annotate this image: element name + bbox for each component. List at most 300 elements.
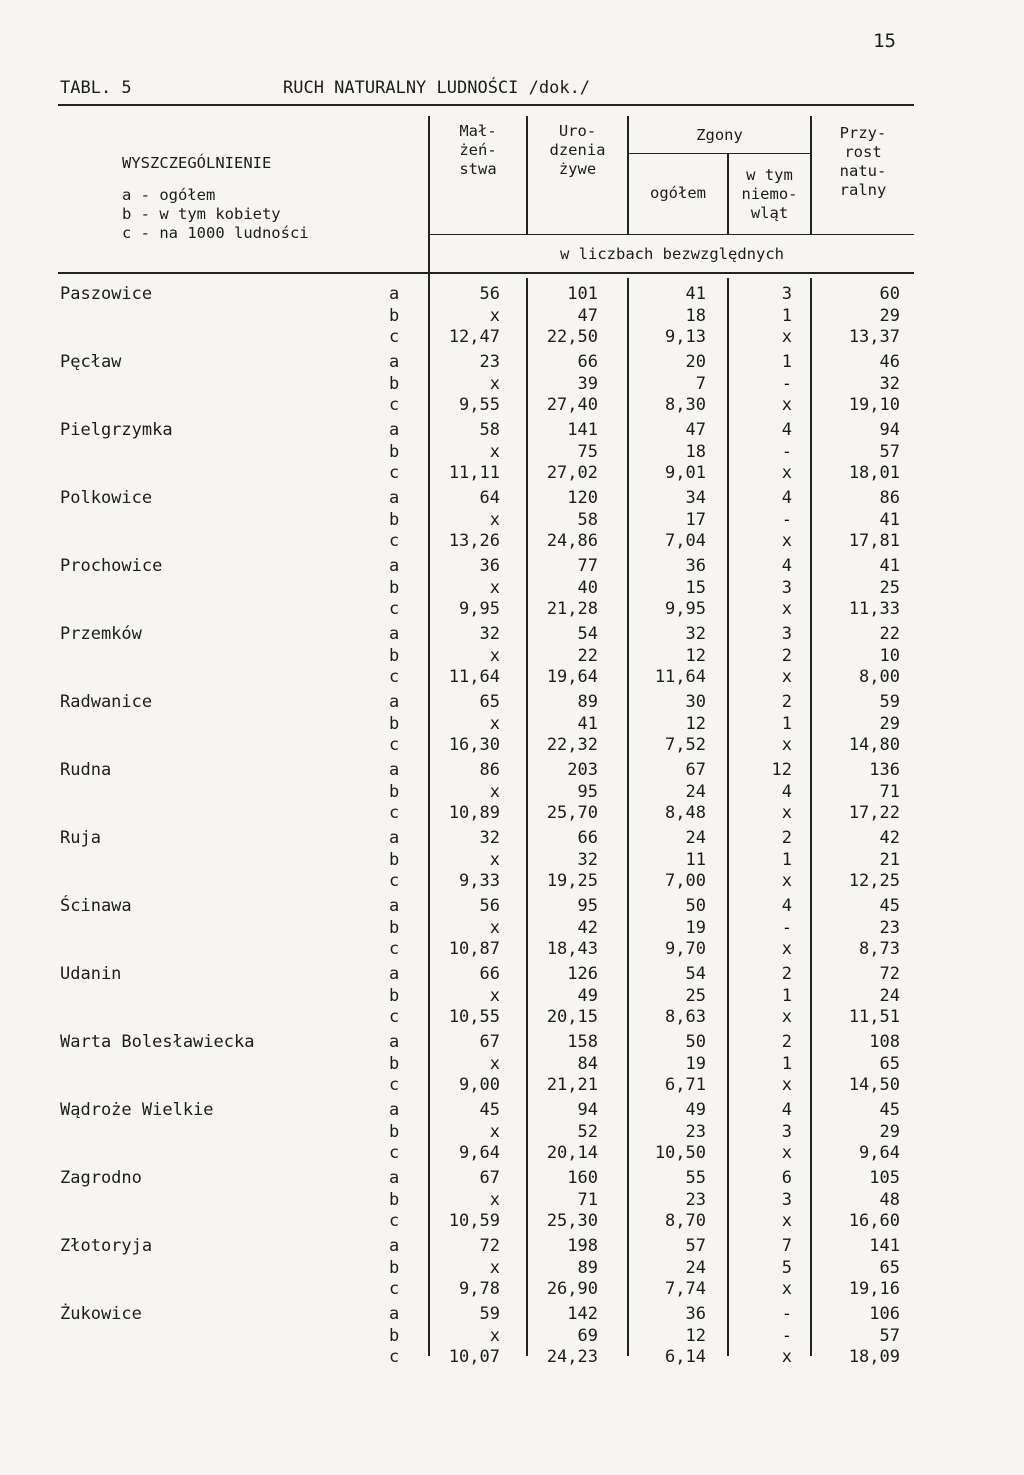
- table-cell: 22: [577, 645, 598, 666]
- table-cell: 41: [879, 556, 900, 576]
- row-type-b: b: [389, 849, 400, 870]
- header-top-rule: [58, 104, 914, 106]
- table-cell: 1: [781, 849, 792, 870]
- table-cell: x: [489, 849, 500, 870]
- table-cell: 4: [781, 781, 792, 802]
- table-cell: 54: [577, 624, 598, 644]
- table-cell: 10,87: [448, 939, 500, 960]
- table-cell: 142: [567, 1304, 598, 1324]
- row-type-c: c: [389, 1007, 400, 1028]
- table-cell: 12: [685, 713, 706, 734]
- table-cell: x: [781, 327, 792, 348]
- table-cell: 45: [879, 896, 900, 916]
- table-cell: 18,01: [848, 463, 900, 484]
- table-cell: 198: [567, 1236, 598, 1256]
- table-cell: 86: [479, 760, 500, 780]
- table-cell: 9,78: [459, 1279, 500, 1300]
- table-cell: 65: [879, 1053, 900, 1074]
- table-cell: 10,55: [448, 1007, 500, 1028]
- table-cell: 25,30: [546, 1211, 598, 1232]
- header-live-births: Uro- dzenia żywe: [549, 122, 606, 178]
- table-cell: x: [781, 871, 792, 892]
- table-cell: 8,30: [665, 395, 706, 416]
- table-cell: 26,90: [546, 1279, 598, 1300]
- table-cell: 64: [479, 488, 500, 508]
- table-cell: 32: [879, 373, 900, 394]
- table-cell: 24,23: [546, 1347, 598, 1368]
- table-cell: x: [781, 395, 792, 416]
- table-cell: 86: [879, 488, 900, 508]
- table-cell: 8,48: [665, 803, 706, 824]
- table-cell: 56: [479, 896, 500, 916]
- table-cell: 13,37: [848, 327, 900, 348]
- row-type-a: a: [389, 556, 400, 576]
- table-cell: 71: [879, 781, 900, 802]
- table-cell: 11,64: [448, 667, 500, 688]
- row-type-b: b: [389, 985, 400, 1006]
- table-cell: x: [489, 1257, 500, 1278]
- table-cell: 39: [577, 373, 598, 394]
- table-cell: 29: [879, 713, 900, 734]
- table-cell: 7,74: [665, 1279, 706, 1300]
- table-cell: -: [781, 373, 792, 394]
- table-cell: 95: [577, 896, 598, 916]
- table-cell: 4: [781, 1100, 792, 1120]
- table-cell: 141: [869, 1236, 900, 1256]
- table-cell: 20,15: [546, 1007, 598, 1028]
- table-cell: 101: [567, 284, 598, 304]
- units-rule: [430, 234, 914, 235]
- stub-legend-b: b - w tym kobiety: [122, 205, 281, 223]
- table-cell: 15: [685, 577, 706, 598]
- table-cell: 89: [577, 1257, 598, 1278]
- table-cell: x: [781, 667, 792, 688]
- row-type-b: b: [389, 509, 400, 530]
- column-rule: [526, 278, 528, 1356]
- table-cell: x: [489, 373, 500, 394]
- table-cell: 57: [879, 1325, 900, 1346]
- row-type-a: a: [389, 828, 400, 848]
- table-cell: 67: [479, 1168, 500, 1188]
- table-cell: 9,95: [459, 599, 500, 620]
- table-cell: 23: [479, 352, 500, 372]
- table-cell: 21,21: [546, 1075, 598, 1096]
- table-cell: 22: [879, 624, 900, 644]
- row-type-b: b: [389, 577, 400, 598]
- row-type-c: c: [389, 1347, 400, 1368]
- row-type-b: b: [389, 917, 400, 938]
- row-type-c: c: [389, 1279, 400, 1300]
- table-cell: 10,89: [448, 803, 500, 824]
- table-cell: 9,33: [459, 871, 500, 892]
- table-cell: 1: [781, 985, 792, 1006]
- table-cell: 66: [577, 828, 598, 848]
- table-cell: 2: [781, 828, 792, 848]
- table-cell: 2: [781, 645, 792, 666]
- table-cell: 8,73: [859, 939, 900, 960]
- table-cell: x: [781, 1143, 792, 1164]
- table-cell: 3: [781, 1121, 792, 1142]
- table-cell: x: [489, 1121, 500, 1142]
- table-cell: 11,51: [848, 1007, 900, 1028]
- place-name: Pielgrzymka: [60, 420, 173, 440]
- row-type-a: a: [389, 1100, 400, 1120]
- table-cell: 47: [577, 305, 598, 326]
- table-cell: x: [489, 713, 500, 734]
- table-cell: 55: [685, 1168, 706, 1188]
- table-cell: x: [489, 305, 500, 326]
- header-units-note: w liczbach bezwzględnych: [560, 245, 784, 263]
- row-type-a: a: [389, 624, 400, 644]
- table-cell: x: [489, 441, 500, 462]
- table-cell: 1: [781, 713, 792, 734]
- row-type-c: c: [389, 395, 400, 416]
- table-cell: x: [489, 1189, 500, 1210]
- table-cell: 21: [879, 849, 900, 870]
- table-cell: 9,01: [665, 463, 706, 484]
- table-cell: 9,00: [459, 1075, 500, 1096]
- table-cell: 4: [781, 488, 792, 508]
- table-cell: x: [489, 509, 500, 530]
- table-cell: 120: [567, 488, 598, 508]
- row-type-a: a: [389, 1032, 400, 1052]
- table-cell: x: [781, 1007, 792, 1028]
- table-cell: 72: [879, 964, 900, 984]
- table-cell: 59: [479, 1304, 500, 1324]
- table-cell: 42: [879, 828, 900, 848]
- table-cell: -: [781, 509, 792, 530]
- table-cell: x: [489, 781, 500, 802]
- table-cell: 36: [685, 556, 706, 576]
- table-cell: 7: [781, 1236, 792, 1256]
- table-cell: 25: [685, 985, 706, 1006]
- table-cell: 60: [879, 284, 900, 304]
- row-type-a: a: [389, 284, 400, 304]
- page-number: 15: [873, 30, 896, 52]
- header-deaths: Zgony: [696, 126, 743, 144]
- place-name: Paszowice: [60, 284, 153, 304]
- place-name: Ruja: [60, 828, 101, 848]
- table-cell: 160: [567, 1168, 598, 1188]
- table-cell: 108: [869, 1032, 900, 1052]
- row-type-b: b: [389, 645, 400, 666]
- header-natural-increase: Przy- rost natu- ralny: [839, 124, 887, 199]
- table-cell: 11,64: [654, 667, 706, 688]
- table-cell: 5: [781, 1257, 792, 1278]
- table-cell: 24: [685, 828, 706, 848]
- row-type-b: b: [389, 713, 400, 734]
- table-cell: 58: [577, 509, 598, 530]
- table-cell: 24,86: [546, 531, 598, 552]
- row-type-b: b: [389, 373, 400, 394]
- table-label: TABL. 5: [60, 78, 132, 98]
- table-cell: 36: [685, 1304, 706, 1324]
- table-cell: 1: [781, 1053, 792, 1074]
- place-name: Przemków: [60, 624, 142, 644]
- table-cell: 95: [577, 781, 598, 802]
- table-cell: x: [489, 985, 500, 1006]
- table-cell: 57: [685, 1236, 706, 1256]
- table-cell: 105: [869, 1168, 900, 1188]
- table-cell: 22,50: [546, 327, 598, 348]
- table-cell: 10: [879, 645, 900, 666]
- column-rule: [428, 116, 430, 1356]
- table-cell: 47: [685, 420, 706, 440]
- row-type-c: c: [389, 735, 400, 756]
- table-cell: 66: [479, 964, 500, 984]
- table-cell: 16,30: [448, 735, 500, 756]
- row-type-b: b: [389, 441, 400, 462]
- row-type-c: c: [389, 803, 400, 824]
- table-cell: 9,95: [665, 599, 706, 620]
- table-cell: 46: [879, 352, 900, 372]
- table-cell: 3: [781, 577, 792, 598]
- table-cell: 12: [685, 1325, 706, 1346]
- table-cell: x: [781, 1211, 792, 1232]
- table-cell: 203: [567, 760, 598, 780]
- table-cell: 20,14: [546, 1143, 598, 1164]
- row-type-a: a: [389, 1304, 400, 1324]
- table-cell: 8,00: [859, 667, 900, 688]
- table-cell: x: [489, 645, 500, 666]
- table-cell: 9,13: [665, 327, 706, 348]
- place-name: Ścinawa: [60, 896, 132, 916]
- table-cell: 18: [685, 305, 706, 326]
- table-cell: 126: [567, 964, 598, 984]
- table-cell: 30: [685, 692, 706, 712]
- place-name: Warta Bolesławiecka: [60, 1032, 255, 1052]
- place-name: Żukowice: [60, 1304, 142, 1324]
- table-cell: 19,64: [546, 667, 598, 688]
- table-cell: 66: [577, 352, 598, 372]
- table-cell: 21,28: [546, 599, 598, 620]
- table-cell: 9,64: [859, 1143, 900, 1164]
- table-cell: 45: [879, 1100, 900, 1120]
- table-cell: 10,07: [448, 1347, 500, 1368]
- table-cell: 14,80: [848, 735, 900, 756]
- row-type-c: c: [389, 871, 400, 892]
- table-cell: 49: [685, 1100, 706, 1120]
- column-rule: [810, 278, 812, 1356]
- column-rule: [727, 278, 729, 1356]
- table-cell: x: [781, 463, 792, 484]
- table-cell: 11: [685, 849, 706, 870]
- table-cell: 23: [685, 1121, 706, 1142]
- table-cell: 18: [685, 441, 706, 462]
- table-cell: 54: [685, 964, 706, 984]
- table-cell: 57: [879, 441, 900, 462]
- table-cell: 7,00: [665, 871, 706, 892]
- table-cell: x: [781, 531, 792, 552]
- table-cell: x: [781, 939, 792, 960]
- row-type-c: c: [389, 599, 400, 620]
- table-cell: 89: [577, 692, 598, 712]
- table-cell: 2: [781, 692, 792, 712]
- table-cell: x: [781, 1075, 792, 1096]
- table-cell: 29: [879, 305, 900, 326]
- row-type-a: a: [389, 1236, 400, 1256]
- table-cell: 22,32: [546, 735, 598, 756]
- row-type-a: a: [389, 896, 400, 916]
- table-cell: 94: [577, 1100, 598, 1120]
- table-cell: 34: [685, 488, 706, 508]
- table-cell: 32: [479, 828, 500, 848]
- table-cell: 45: [479, 1100, 500, 1120]
- row-type-a: a: [389, 352, 400, 372]
- table-cell: 16,60: [848, 1211, 900, 1232]
- table-cell: 6,14: [665, 1347, 706, 1368]
- table-cell: -: [781, 917, 792, 938]
- table-cell: -: [781, 1304, 792, 1324]
- table-cell: -: [781, 441, 792, 462]
- table-cell: 19,25: [546, 871, 598, 892]
- table-cell: 94: [879, 420, 900, 440]
- table-cell: 12: [685, 645, 706, 666]
- table-cell: 40: [577, 577, 598, 598]
- table-cell: 11,33: [848, 599, 900, 620]
- table-cell: 18,09: [848, 1347, 900, 1368]
- table-cell: 72: [479, 1236, 500, 1256]
- table-cell: 84: [577, 1053, 598, 1074]
- table-cell: 52: [577, 1121, 598, 1142]
- header-bottom-rule: [58, 272, 914, 274]
- place-name: Złotoryja: [60, 1236, 153, 1256]
- table-cell: 2: [781, 1032, 792, 1052]
- header-marriages: Mał- żeń- stwa: [459, 122, 497, 178]
- table-cell: 32: [577, 849, 598, 870]
- table-cell: 19: [685, 917, 706, 938]
- stub-title: WYSZCZEGÓLNIENIE: [122, 154, 272, 172]
- table-cell: 24: [879, 985, 900, 1006]
- column-rule: [627, 278, 629, 1356]
- deaths-sub-rule: [627, 153, 810, 154]
- row-type-a: a: [389, 1168, 400, 1188]
- row-type-c: c: [389, 531, 400, 552]
- row-type-a: a: [389, 760, 400, 780]
- row-type-c: c: [389, 939, 400, 960]
- table-cell: 77: [577, 556, 598, 576]
- table-cell: 41: [685, 284, 706, 304]
- table-cell: 9,55: [459, 395, 500, 416]
- table-cell: 14,50: [848, 1075, 900, 1096]
- table-cell: -: [781, 1325, 792, 1346]
- place-name: Zagrodno: [60, 1168, 142, 1188]
- table-cell: 141: [567, 420, 598, 440]
- table-cell: 19: [685, 1053, 706, 1074]
- table-cell: 7: [695, 373, 706, 394]
- table-cell: x: [489, 917, 500, 938]
- table-cell: 19,10: [848, 395, 900, 416]
- table-cell: x: [489, 1325, 500, 1346]
- table-title: RUCH NATURALNY LUDNOŚCI /dok./: [283, 78, 591, 98]
- row-type-c: c: [389, 1075, 400, 1096]
- place-name: Radwanice: [60, 692, 153, 712]
- table-cell: x: [781, 1347, 792, 1368]
- table-cell: 36: [479, 556, 500, 576]
- table-cell: x: [781, 599, 792, 620]
- place-name: Udanin: [60, 964, 122, 984]
- row-type-a: a: [389, 964, 400, 984]
- place-name: Rudna: [60, 760, 112, 780]
- table-cell: 67: [479, 1032, 500, 1052]
- table-cell: x: [489, 1053, 500, 1074]
- table-cell: 24: [685, 1257, 706, 1278]
- row-type-b: b: [389, 1053, 400, 1074]
- table-cell: 7,52: [665, 735, 706, 756]
- table-cell: 4: [781, 556, 792, 576]
- place-name: Pęcław: [60, 352, 122, 372]
- table-cell: 6: [781, 1168, 792, 1188]
- table-cell: 48: [879, 1189, 900, 1210]
- table-cell: 4: [781, 420, 792, 440]
- table-cell: x: [489, 577, 500, 598]
- table-cell: 32: [685, 624, 706, 644]
- table-cell: 6,71: [665, 1075, 706, 1096]
- table-cell: 17: [685, 509, 706, 530]
- table-cell: 75: [577, 441, 598, 462]
- table-cell: 7,04: [665, 531, 706, 552]
- row-type-a: a: [389, 420, 400, 440]
- table-cell: 65: [879, 1257, 900, 1278]
- table-cell: 3: [781, 284, 792, 304]
- table-cell: 50: [685, 896, 706, 916]
- table-cell: x: [781, 803, 792, 824]
- table-cell: 50: [685, 1032, 706, 1052]
- row-type-c: c: [389, 1143, 400, 1164]
- table-cell: 9,70: [665, 939, 706, 960]
- table-cell: 67: [685, 760, 706, 780]
- table-cell: 27,02: [546, 463, 598, 484]
- table-cell: 106: [869, 1304, 900, 1324]
- table-cell: 17,22: [848, 803, 900, 824]
- stub-legend-c: c - na 1000 ludności: [122, 224, 309, 242]
- table-cell: 24: [685, 781, 706, 802]
- table-cell: 3: [781, 624, 792, 644]
- table-cell: 136: [869, 760, 900, 780]
- table-cell: 12: [771, 760, 792, 780]
- table-cell: 4: [781, 896, 792, 916]
- row-type-b: b: [389, 1325, 400, 1346]
- table-cell: 49: [577, 985, 598, 1006]
- table-cell: 12,47: [448, 327, 500, 348]
- header-infant-deaths: w tym niemo- wląt: [741, 166, 798, 222]
- row-type-c: c: [389, 667, 400, 688]
- table-cell: 11,11: [448, 463, 500, 484]
- table-cell: 17,81: [848, 531, 900, 552]
- row-type-b: b: [389, 1121, 400, 1142]
- row-type-b: b: [389, 1257, 400, 1278]
- header-deaths-total: ogółem: [650, 184, 706, 202]
- row-type-a: a: [389, 488, 400, 508]
- table-cell: 29: [879, 1121, 900, 1142]
- table-cell: 25,70: [546, 803, 598, 824]
- table-cell: 23: [685, 1189, 706, 1210]
- table-cell: 69: [577, 1325, 598, 1346]
- table-cell: 32: [479, 624, 500, 644]
- table-cell: 13,26: [448, 531, 500, 552]
- table-cell: 3: [781, 1189, 792, 1210]
- table-cell: 59: [879, 692, 900, 712]
- table-cell: 8,70: [665, 1211, 706, 1232]
- table-cell: 65: [479, 692, 500, 712]
- row-type-b: b: [389, 305, 400, 326]
- table-cell: 2: [781, 964, 792, 984]
- table-cell: 41: [879, 509, 900, 530]
- row-type-c: c: [389, 463, 400, 484]
- table-cell: 42: [577, 917, 598, 938]
- table-cell: 41: [577, 713, 598, 734]
- table-cell: 10,50: [654, 1143, 706, 1164]
